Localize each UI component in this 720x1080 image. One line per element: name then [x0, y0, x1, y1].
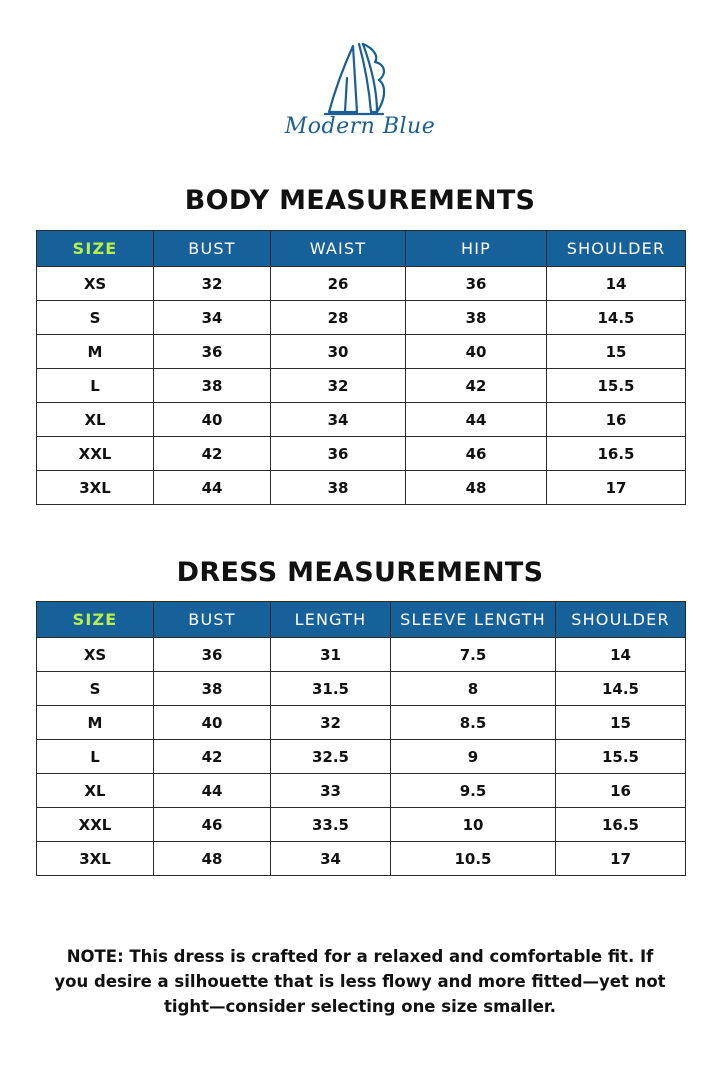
- table-cell: 38: [154, 672, 271, 706]
- table-cell: 36: [271, 437, 406, 471]
- table-cell: XL: [37, 774, 154, 808]
- body-measurements-title: BODY MEASUREMENTS: [184, 185, 536, 216]
- brand-name: Modern Blue: [284, 114, 436, 139]
- table-cell: 33: [271, 774, 391, 808]
- table-cell: 33.5: [271, 808, 391, 842]
- column-header-shoulder: SHOULDER: [556, 602, 686, 638]
- table-cell: 9: [391, 740, 556, 774]
- table-cell: 34: [271, 403, 406, 437]
- table-cell: 38: [406, 301, 547, 335]
- table-cell: 16.5: [547, 437, 686, 471]
- table-cell: 16: [556, 774, 686, 808]
- table-cell: 42: [406, 369, 547, 403]
- table-cell: 16.5: [556, 808, 686, 842]
- table-cell: XL: [37, 403, 154, 437]
- table-cell: 34: [154, 301, 271, 335]
- table-cell: 40: [154, 706, 271, 740]
- table-cell: 46: [154, 808, 271, 842]
- column-header-sleeve-length: SLEEVE LENGTH: [391, 602, 556, 638]
- table-cell: 44: [154, 774, 271, 808]
- table-cell: 48: [406, 471, 547, 505]
- table-cell: 15: [556, 706, 686, 740]
- sailboat-icon: [315, 38, 405, 118]
- table-cell: 48: [154, 842, 271, 876]
- table-cell: M: [37, 706, 154, 740]
- table-cell: 36: [154, 335, 271, 369]
- table-cell: 32.5: [271, 740, 391, 774]
- table-cell: 30: [271, 335, 406, 369]
- column-header-size: SIZE: [37, 602, 154, 638]
- table-cell: S: [37, 301, 154, 335]
- table-cell: 14: [547, 267, 686, 301]
- table-cell: 46: [406, 437, 547, 471]
- table-cell: L: [37, 369, 154, 403]
- table-cell: 31.5: [271, 672, 391, 706]
- table-cell: 40: [154, 403, 271, 437]
- table-cell: 14.5: [556, 672, 686, 706]
- column-header-hip: HIP: [406, 231, 547, 267]
- table-cell: 14: [556, 638, 686, 672]
- table-cell: M: [37, 335, 154, 369]
- dress-measurements-table: [36, 601, 686, 876]
- table-cell: 38: [271, 471, 406, 505]
- table-header-row: [37, 602, 686, 638]
- table-cell: 42: [154, 437, 271, 471]
- table-cell: XXL: [37, 437, 154, 471]
- table-cell: 14.5: [547, 301, 686, 335]
- brand-logo: [0, 38, 720, 139]
- table-row: [37, 471, 686, 505]
- column-header-waist: WAIST: [271, 231, 406, 267]
- table-row: [37, 638, 686, 672]
- table-row: [37, 808, 686, 842]
- table-cell: XS: [37, 267, 154, 301]
- table-cell: 36: [154, 638, 271, 672]
- table-cell: 17: [547, 471, 686, 505]
- table-cell: 34: [271, 842, 391, 876]
- table-row: [37, 403, 686, 437]
- table-cell: 16: [547, 403, 686, 437]
- column-header-bust: BUST: [154, 602, 271, 638]
- table-row: [37, 301, 686, 335]
- table-row: [37, 335, 686, 369]
- table-cell: 36: [406, 267, 547, 301]
- table-row: [37, 369, 686, 403]
- table-cell: 42: [154, 740, 271, 774]
- table-cell: XS: [37, 638, 154, 672]
- dress-measurements-title: DRESS MEASUREMENTS: [176, 557, 544, 588]
- table-cell: 26: [271, 267, 406, 301]
- table-cell: 31: [271, 638, 391, 672]
- table-row: [37, 842, 686, 876]
- table-cell: 15.5: [547, 369, 686, 403]
- table-cell: 8.5: [391, 706, 556, 740]
- table-cell: 7.5: [391, 638, 556, 672]
- table-row: [37, 267, 686, 301]
- table-cell: 32: [271, 369, 406, 403]
- table-cell: 28: [271, 301, 406, 335]
- column-header-size: SIZE: [37, 231, 154, 267]
- table-cell: 40: [406, 335, 547, 369]
- table-cell: S: [37, 672, 154, 706]
- table-cell: XXL: [37, 808, 154, 842]
- table-cell: 15: [547, 335, 686, 369]
- table-cell: 9.5: [391, 774, 556, 808]
- table-cell: 3XL: [37, 471, 154, 505]
- table-cell: 17: [556, 842, 686, 876]
- table-row: [37, 706, 686, 740]
- column-header-length: LENGTH: [271, 602, 391, 638]
- column-header-shoulder: SHOULDER: [547, 231, 686, 267]
- table-cell: 44: [406, 403, 547, 437]
- table-cell: 38: [154, 369, 271, 403]
- table-cell: 8: [391, 672, 556, 706]
- table-row: [37, 672, 686, 706]
- table-cell: 32: [271, 706, 391, 740]
- table-header-row: [37, 231, 686, 267]
- table-cell: 44: [154, 471, 271, 505]
- column-header-bust: BUST: [154, 231, 271, 267]
- table-cell: 10.5: [391, 842, 556, 876]
- table-cell: L: [37, 740, 154, 774]
- body-measurements-table: [36, 230, 686, 505]
- table-row: [37, 740, 686, 774]
- table-row: [37, 437, 686, 471]
- fit-note: NOTE: This dress is crafted for a relaxed and comfortable fit. If you desire a silhouette that is less flowy and more fitted—yet not tight—consider selecting one size smaller.: [54, 947, 666, 1016]
- table-cell: 10: [391, 808, 556, 842]
- table-row: [37, 774, 686, 808]
- table-cell: 32: [154, 267, 271, 301]
- table-cell: 3XL: [37, 842, 154, 876]
- table-cell: 15.5: [556, 740, 686, 774]
